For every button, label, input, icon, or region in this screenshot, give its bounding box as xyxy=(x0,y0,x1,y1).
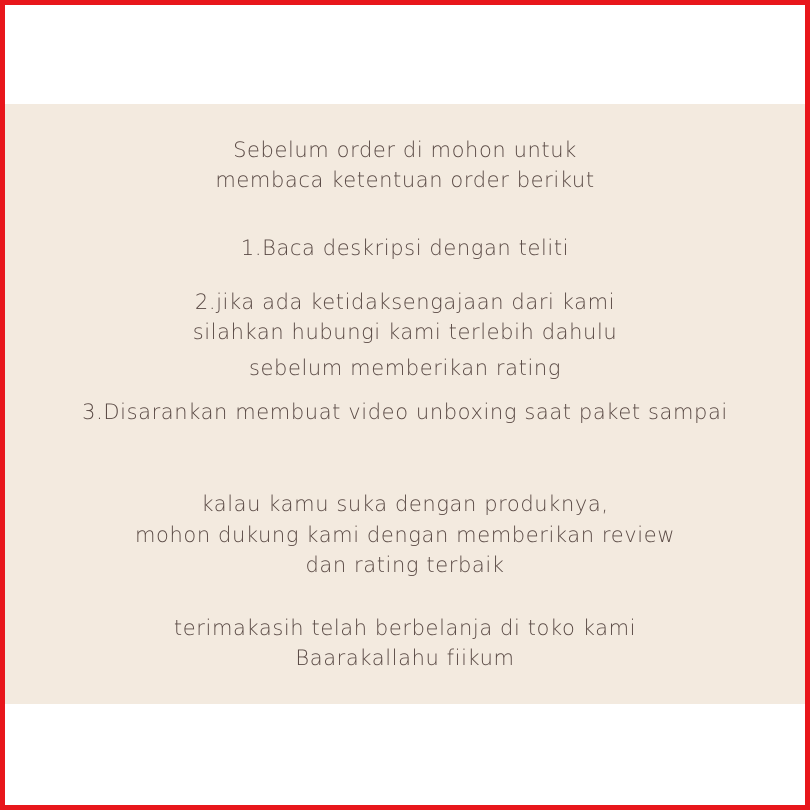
rule-3: 3.Disarankan membuat video unboxing saat paket sampai xyxy=(82,400,728,424)
review-line-1: kalau kamu suka dengan produknya, xyxy=(201,492,609,516)
thanks-line-1: terimakasih telah berbelanja di toko kami xyxy=(173,616,637,640)
rule-1: 1.Baca deskripsi dengan teliti xyxy=(240,236,570,260)
review-line-3: dan rating terbaik xyxy=(305,553,505,577)
intro-line-1: Sebelum order di mohon untuk xyxy=(233,138,577,162)
thanks-line-2: Baarakallahu fiikum xyxy=(295,646,515,670)
rule-2-line-2: silahkan hubungi kami terlebih dahulu xyxy=(192,320,618,344)
intro-line-2: membaca ketentuan order berikut xyxy=(215,168,595,192)
rule-2-line-3: sebelum memberikan rating xyxy=(248,356,562,380)
review-line-2: mohon dukung kami dengan memberikan review xyxy=(135,523,675,547)
rule-2-line-1: 2.jika ada ketidaksengajaan dari kami xyxy=(194,290,616,314)
